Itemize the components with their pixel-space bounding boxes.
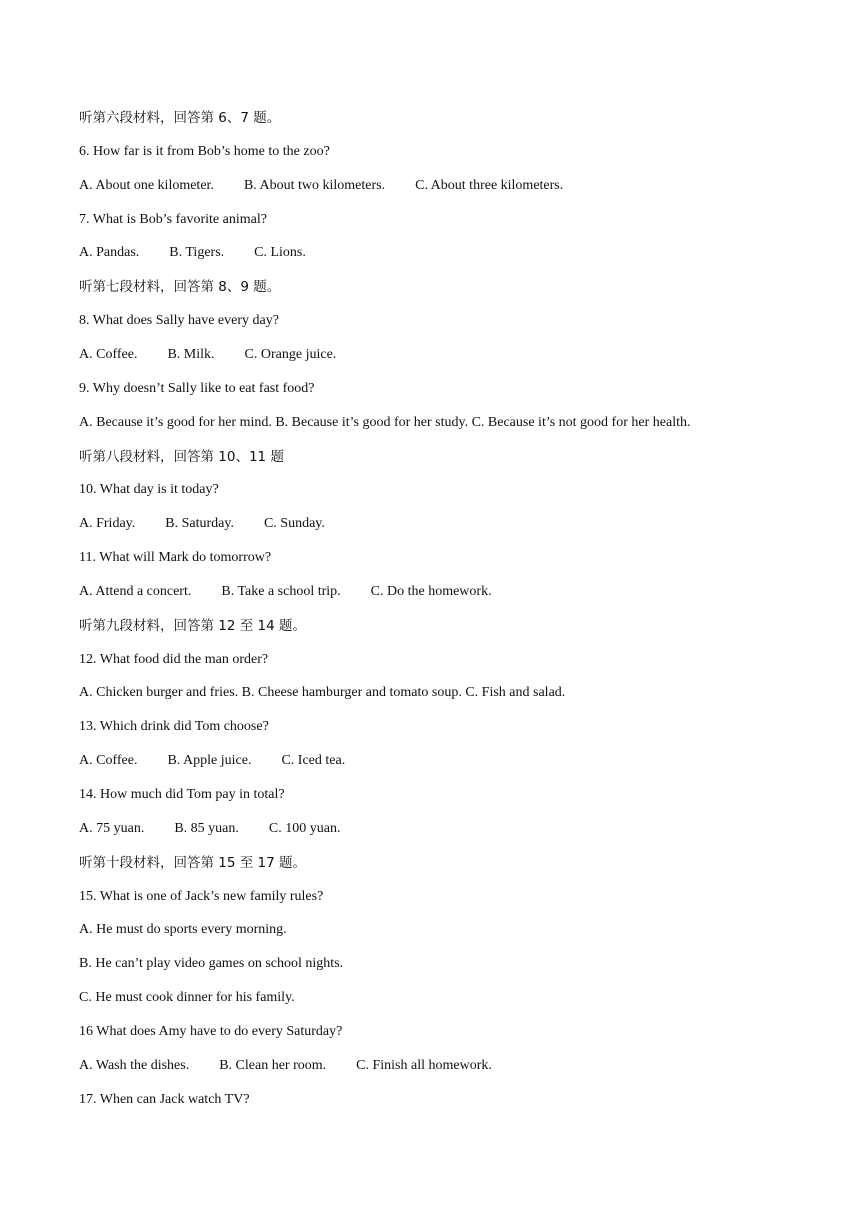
question-text: B. He can’t play video games on school nights.: [79, 956, 344, 972]
question-text: 11. What will Mark do tomorrow?: [79, 550, 272, 566]
section-heading: 听第九段材料，回答第 12 至 14 题。: [79, 617, 307, 634]
answer-options: [79, 1056, 492, 1076]
answer-option: C. Lions.: [254, 245, 306, 261]
answer-options: [79, 514, 325, 534]
answer-option: C. About three kilometers.: [415, 177, 564, 193]
question-text: A. Chicken burger and fries. B. Cheese hamburger and tomato soup. C. Fish and salad.: [79, 685, 566, 701]
answer-option: B. 85 yuan.: [174, 820, 239, 836]
question-text: A. Because it’s good for her mind. B. Because it’s good for her study. C. Because it’s not good for her health.: [79, 414, 691, 430]
question-text: 6. How far is it from Bob’s home to the zoo?: [79, 143, 330, 159]
question-text: 9. Why doesn’t Sally like to eat fast food?: [79, 380, 315, 396]
answer-option: B. Apple juice.: [167, 753, 252, 769]
answer-options: [79, 176, 563, 196]
answer-options: [79, 345, 336, 365]
answer-option: A. About one kilometer.: [79, 177, 214, 193]
section-heading: 听第六段材料，回答第 6、7 题。: [79, 110, 281, 126]
question-text: 7. What is Bob’s favorite animal?: [79, 211, 267, 227]
question-text: 17. When can Jack watch TV?: [79, 1091, 250, 1107]
question-text: 8. What does Sally have every day?: [79, 313, 279, 329]
answer-option: B. Tigers.: [169, 245, 225, 261]
answer-option: A. Attend a concert.: [79, 583, 192, 599]
answer-option: B. About two kilometers.: [243, 177, 386, 193]
answer-option: C. Finish all homework.: [356, 1057, 492, 1073]
question-text: 12. What food did the man order?: [79, 651, 269, 667]
answer-option: A. Pandas.: [79, 245, 140, 261]
question-text: 13. Which drink did Tom choose?: [79, 719, 269, 735]
answer-option: B. Saturday.: [165, 516, 234, 532]
answer-option: C. Do the homework.: [370, 583, 492, 599]
question-text: 14. How much did Tom pay in total?: [79, 787, 285, 802]
answer-option: A. Coffee.: [79, 346, 138, 362]
answer-option: A. Friday.: [79, 516, 136, 532]
answer-option: A. 75 yuan.: [79, 820, 145, 836]
answer-option: C. Sunday.: [263, 516, 325, 532]
section-heading: 听第八段材料，回答第 10、11 题: [79, 448, 284, 465]
answer-options: [79, 751, 345, 771]
answer-option: C. 100 yuan.: [268, 820, 341, 836]
question-text: 15. What is one of Jack’s new family rules?: [79, 888, 324, 904]
answer-option: C. Orange juice.: [244, 346, 337, 362]
section-heading: 听第十段材料，回答第 15 至 17 题。: [79, 854, 307, 871]
question-text: 10. What day is it today?: [79, 482, 219, 498]
answer-option: C. Iced tea.: [281, 753, 346, 769]
answer-options: [79, 819, 340, 839]
section-heading: 听第七段材料，回答第 8、9 题。: [79, 279, 281, 296]
question-text: A. He must do sports every morning.: [79, 922, 287, 938]
answer-option: A. Wash the dishes.: [79, 1057, 190, 1073]
answer-option: B. Clean her room.: [219, 1057, 327, 1073]
answer-option: B. Take a school trip.: [221, 583, 341, 599]
answer-options: [79, 243, 306, 263]
answer-option: A. Coffee.: [79, 753, 138, 769]
answer-option: B. Milk.: [167, 346, 215, 362]
answer-options: [79, 582, 492, 602]
question-text: 16 What does Amy have to do every Saturday?: [79, 1023, 343, 1039]
question-text: C. He must cook dinner for his family.: [79, 990, 295, 1006]
